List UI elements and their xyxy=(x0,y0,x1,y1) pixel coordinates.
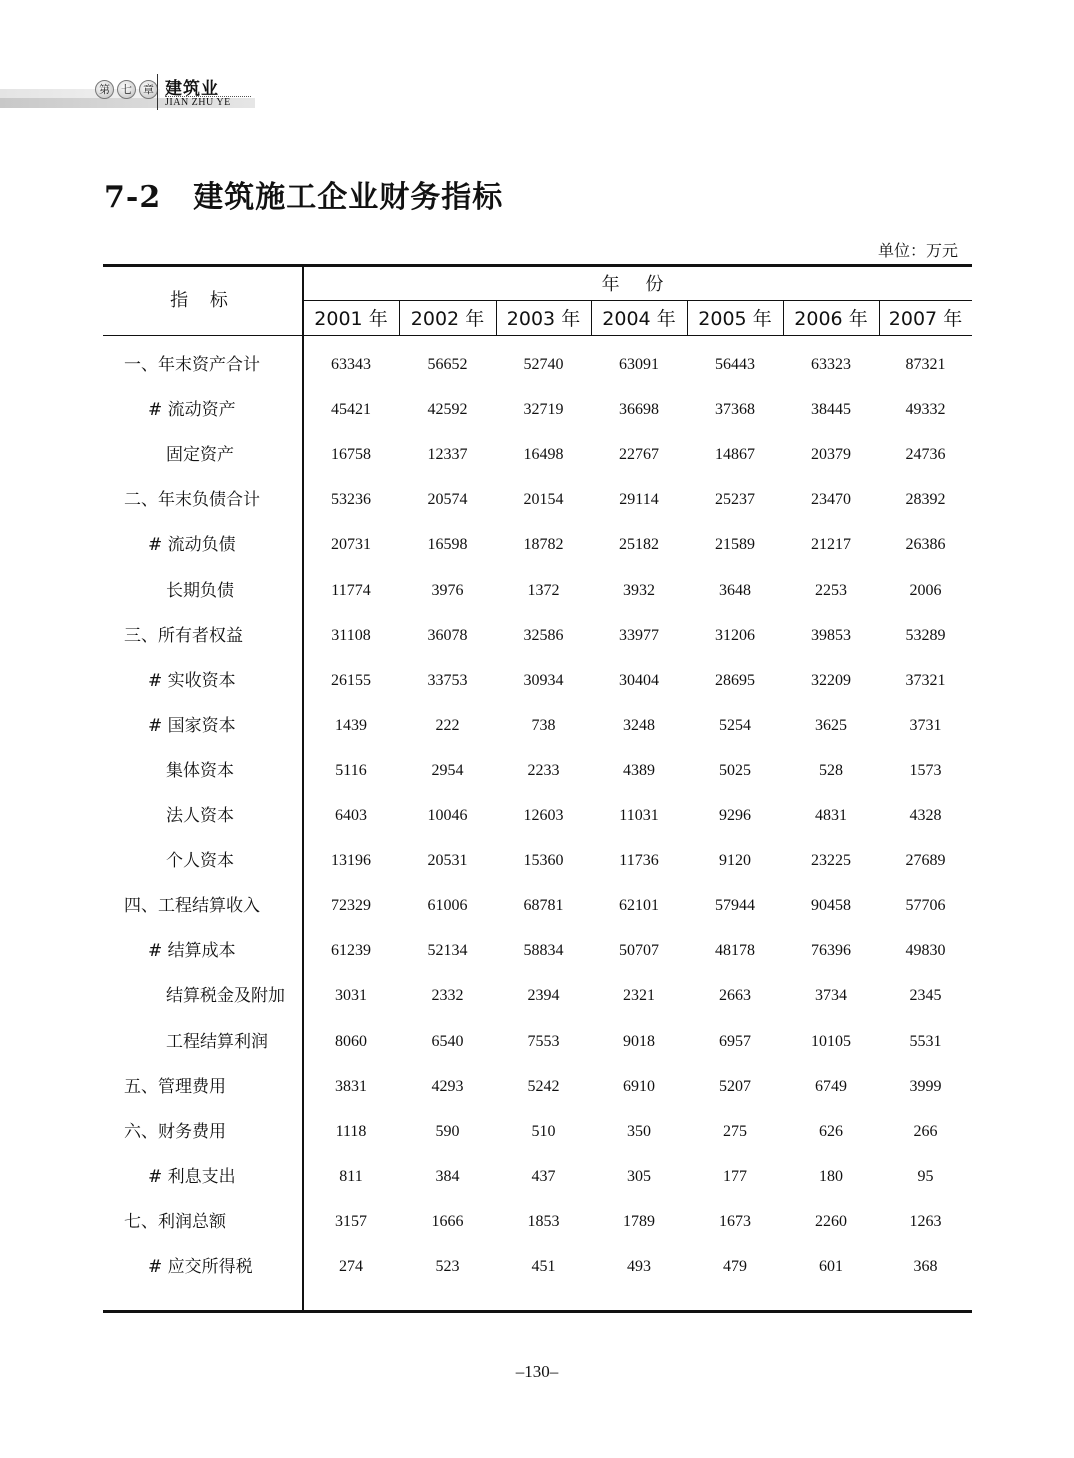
table-cell: 15360 xyxy=(523,852,564,869)
table-cell: 6957 xyxy=(719,1033,751,1050)
header-divider xyxy=(157,74,158,110)
table-cell: 31108 xyxy=(331,627,371,644)
table-cell: 9296 xyxy=(719,807,751,824)
page-title xyxy=(104,172,503,216)
table-cell: 32586 xyxy=(523,627,564,644)
table-cell: 24736 xyxy=(905,446,946,463)
table-cell: 8060 xyxy=(335,1033,367,1050)
table-cell: 11031 xyxy=(619,807,659,824)
table-cell: 63323 xyxy=(811,356,851,373)
table-cell: 10105 xyxy=(811,1033,851,1050)
table-cell: 180 xyxy=(819,1168,843,1185)
table-row xyxy=(103,576,972,606)
year-header-cell: 2005 年 xyxy=(698,308,772,330)
table-top-rule xyxy=(103,264,972,267)
table-cell: 25237 xyxy=(715,491,755,508)
table-cell: 14867 xyxy=(715,446,755,463)
table-cell: 493 xyxy=(627,1258,651,1275)
chapter-header xyxy=(0,70,1074,110)
table-cell: 2321 xyxy=(623,987,655,1004)
table-cell: 9018 xyxy=(623,1033,655,1050)
table-cell: 523 xyxy=(435,1258,460,1275)
table-cell: 1853 xyxy=(527,1213,560,1230)
table-row xyxy=(103,440,972,470)
table-cell: 61006 xyxy=(427,897,468,914)
table-cell: 6540 xyxy=(431,1033,464,1050)
table-cell: 58834 xyxy=(523,942,564,959)
table-cell: 52740 xyxy=(523,356,564,373)
table-cell: 1573 xyxy=(909,762,942,779)
row-label: 五、管理费用 xyxy=(124,1077,226,1097)
row-label: 一、年末资产合计 xyxy=(124,355,260,375)
table-cell: 31206 xyxy=(715,627,755,644)
table-cell: 2233 xyxy=(527,762,560,779)
year-header-cell: 2004 年 xyxy=(602,308,676,330)
table-cell: 5207 xyxy=(719,1078,751,1095)
unit-label: 单位：万元 xyxy=(877,241,958,260)
indicator-header: 指 标 xyxy=(170,290,236,311)
table-cell: 16498 xyxy=(523,446,564,463)
table-cell: 4831 xyxy=(815,807,847,824)
table-cell: 76396 xyxy=(811,942,851,959)
table-cell: 3648 xyxy=(719,582,751,599)
table-cell: 37321 xyxy=(905,672,946,689)
table-bottom-rule xyxy=(103,1310,972,1313)
table-cell: 21217 xyxy=(811,536,851,553)
table-cell: 53236 xyxy=(331,491,371,508)
table-cell: 26386 xyxy=(905,536,946,553)
chapter-subtitle: JIAN ZHU YE xyxy=(165,97,231,108)
row-label: 个人资本 xyxy=(166,851,234,871)
table-cell: 350 xyxy=(627,1123,651,1140)
table-cell: 63343 xyxy=(331,356,371,373)
row-label: 二、年末负债合计 xyxy=(124,490,260,510)
table-cell: 2006 xyxy=(909,582,942,599)
table-row xyxy=(103,530,972,560)
table-cell: 42592 xyxy=(427,401,468,418)
table-cell: 384 xyxy=(435,1168,460,1185)
table-cell: 87321 xyxy=(905,356,946,373)
table-cell: 52134 xyxy=(427,942,468,959)
table-cell: 72329 xyxy=(331,897,371,914)
table-cell: 61239 xyxy=(331,942,371,959)
row-label: # 流动资产 xyxy=(148,400,236,420)
chapter-char: 七 xyxy=(117,80,136,99)
table-cell: 45421 xyxy=(331,401,371,418)
table-cell: 2260 xyxy=(815,1213,847,1230)
table-cell: 5116 xyxy=(335,762,367,779)
table-cell: 16758 xyxy=(331,446,371,463)
table-row xyxy=(103,666,972,696)
table-cell: 20574 xyxy=(427,491,468,508)
table-cell: 18782 xyxy=(523,536,564,553)
year-group-header: 年 份 xyxy=(601,274,674,295)
table-row xyxy=(103,1162,972,1192)
table-cell: 2954 xyxy=(431,762,464,779)
table-cell: 479 xyxy=(723,1258,747,1275)
table-cell: 4293 xyxy=(431,1078,464,1095)
chapter-char: 章 xyxy=(139,80,158,99)
table-number: 7-2 xyxy=(104,180,162,215)
table-cell: 3999 xyxy=(909,1078,942,1095)
table-cell: 32209 xyxy=(811,672,851,689)
row-label: # 结算成本 xyxy=(148,941,236,961)
chapter-badge xyxy=(95,76,158,102)
table-cell: 305 xyxy=(627,1168,651,1185)
table-cell: 368 xyxy=(913,1258,938,1275)
table-cell: 451 xyxy=(531,1258,556,1275)
table-cell: 12337 xyxy=(427,446,468,463)
table-cell: 50707 xyxy=(619,942,659,959)
table-cell: 62101 xyxy=(619,897,659,914)
row-label: 工程结算利润 xyxy=(166,1032,268,1052)
table-cell: 37368 xyxy=(715,401,755,418)
table-cell: 3976 xyxy=(431,582,464,599)
table-row xyxy=(103,1207,972,1237)
table-title: 建筑施工企业财务指标 xyxy=(193,180,504,215)
table-cell: 32719 xyxy=(523,401,564,418)
table-row xyxy=(103,1117,972,1147)
table-cell: 3831 xyxy=(335,1078,367,1095)
table-cell: 738 xyxy=(531,717,556,734)
table-cell: 3031 xyxy=(335,987,367,1004)
table-cell: 9120 xyxy=(719,852,751,869)
table-cell: 11774 xyxy=(331,582,371,599)
table-cell: 20531 xyxy=(427,852,468,869)
table-cell: 30934 xyxy=(523,672,564,689)
table-row xyxy=(103,395,972,425)
table-cell: 57706 xyxy=(905,897,946,914)
table-cell: 30404 xyxy=(619,672,659,689)
table-row xyxy=(103,1252,972,1282)
table-cell: 3157 xyxy=(335,1213,367,1230)
table-cell: 28392 xyxy=(905,491,946,508)
row-label: 结算税金及附加 xyxy=(166,986,285,1006)
table-row xyxy=(103,485,972,515)
table-cell: 48178 xyxy=(715,942,755,959)
table-cell: 6749 xyxy=(815,1078,847,1095)
table-cell: 20154 xyxy=(523,491,564,508)
row-label: # 利息支出 xyxy=(148,1167,236,1187)
table-cell: 23225 xyxy=(811,852,851,869)
table-cell: 5531 xyxy=(909,1033,942,1050)
table-cell: 3248 xyxy=(623,717,655,734)
table-cell: 36698 xyxy=(619,401,659,418)
table-cell: 57944 xyxy=(715,897,755,914)
table-cell: 28695 xyxy=(715,672,755,689)
table-cell: 5242 xyxy=(527,1078,560,1095)
table-cell: 437 xyxy=(531,1168,556,1185)
table-cell: 36078 xyxy=(427,627,468,644)
table-cell: 13196 xyxy=(331,852,371,869)
year-header-cell: 2007 年 xyxy=(888,308,963,330)
year-header-rule xyxy=(303,300,972,301)
table-cell: 63091 xyxy=(619,356,659,373)
row-label: # 国家资本 xyxy=(148,716,236,736)
table-cell: 22767 xyxy=(619,446,659,463)
table-cell: 2332 xyxy=(431,987,464,1004)
table-cell: 275 xyxy=(723,1123,747,1140)
table-cell: 38445 xyxy=(811,401,851,418)
table-cell: 6403 xyxy=(335,807,367,824)
table-cell: 56652 xyxy=(427,356,468,373)
table-row xyxy=(103,801,972,831)
table-cell: 266 xyxy=(913,1123,938,1140)
table-cell: 3734 xyxy=(815,987,847,1004)
table-cell: 39853 xyxy=(811,627,851,644)
page-number: –130– xyxy=(515,1362,559,1381)
table-row xyxy=(103,621,972,651)
table-cell: 274 xyxy=(339,1258,363,1275)
table-cell: 3731 xyxy=(909,717,942,734)
table-cell: 4389 xyxy=(623,762,655,779)
table-cell: 177 xyxy=(723,1168,747,1185)
table-cell: 10046 xyxy=(427,807,468,824)
table-cell: 90458 xyxy=(811,897,851,914)
table-cell: 68781 xyxy=(523,897,564,914)
table-cell: 3932 xyxy=(623,582,655,599)
table-cell: 7553 xyxy=(527,1033,560,1050)
row-label: # 流动负债 xyxy=(148,535,236,555)
row-label: 三、所有者权益 xyxy=(124,626,243,646)
table-cell: 49332 xyxy=(905,401,946,418)
table-cell: 590 xyxy=(435,1123,460,1140)
table-cell: 12603 xyxy=(523,807,564,824)
table-cell: 1666 xyxy=(431,1213,464,1230)
table-row xyxy=(103,711,972,741)
table-cell: 20731 xyxy=(331,536,371,553)
table-cell: 6910 xyxy=(623,1078,655,1095)
table-cell: 510 xyxy=(531,1123,556,1140)
table-cell: 1439 xyxy=(335,717,367,734)
table-cell: 21589 xyxy=(715,536,755,553)
table-cell: 11736 xyxy=(619,852,659,869)
table-cell: 26155 xyxy=(331,672,371,689)
table-row xyxy=(103,1072,972,1102)
table-cell: 33977 xyxy=(619,627,659,644)
table-cell: 95 xyxy=(917,1168,934,1185)
table-row xyxy=(103,350,972,380)
table-row xyxy=(103,891,972,921)
table-row xyxy=(103,756,972,786)
table-cell: 53289 xyxy=(905,627,946,644)
row-label: 固定资产 xyxy=(166,445,234,465)
table-cell: 1789 xyxy=(623,1213,655,1230)
table-cell: 601 xyxy=(819,1258,843,1275)
table-cell: 3625 xyxy=(815,717,847,734)
table-cell: 626 xyxy=(819,1123,843,1140)
table-cell: 25182 xyxy=(619,536,659,553)
table-cell: 1118 xyxy=(335,1123,367,1140)
table-cell: 811 xyxy=(339,1168,363,1185)
table-cell: 1263 xyxy=(909,1213,942,1230)
table-cell: 20379 xyxy=(811,446,851,463)
table-cell: 2394 xyxy=(527,987,560,1004)
row-label: 法人资本 xyxy=(166,806,234,826)
table-cell: 33753 xyxy=(427,672,468,689)
table-header-rule xyxy=(103,335,972,336)
table-cell: 23470 xyxy=(811,491,851,508)
table-cell: 27689 xyxy=(905,852,946,869)
year-header-cell: 2003 年 xyxy=(506,308,581,330)
year-header-cell: 2002 年 xyxy=(410,308,485,330)
table-cell: 56443 xyxy=(715,356,755,373)
table-cell: 222 xyxy=(435,717,460,734)
chapter-title: 建筑业 xyxy=(165,79,219,99)
chapter-char: 第 xyxy=(95,80,114,99)
table-cell: 49830 xyxy=(905,942,946,959)
table-row xyxy=(103,936,972,966)
table-cell: 16598 xyxy=(427,536,468,553)
row-label: 六、财务费用 xyxy=(124,1122,226,1142)
table-cell: 5254 xyxy=(719,717,751,734)
table-row xyxy=(103,1027,972,1057)
table-cell: 1673 xyxy=(719,1213,751,1230)
table-cell: 29114 xyxy=(619,491,659,508)
table-cell: 528 xyxy=(819,762,843,779)
table-row xyxy=(103,981,972,1011)
table-cell: 5025 xyxy=(719,762,751,779)
table-cell: 2345 xyxy=(909,987,942,1004)
row-label: 长期负债 xyxy=(166,581,234,601)
table-cell: 1372 xyxy=(527,582,560,599)
table-cell: 2663 xyxy=(719,987,751,1004)
row-label: 四、工程结算收入 xyxy=(124,896,260,916)
table-cell: 4328 xyxy=(909,807,942,824)
row-label: # 实收资本 xyxy=(148,671,236,691)
table-row xyxy=(103,846,972,876)
row-label: # 应交所得税 xyxy=(148,1257,253,1277)
year-header-cell: 2001 年 xyxy=(314,308,388,330)
year-header-cell: 2006 年 xyxy=(794,308,868,330)
table-cell: 2253 xyxy=(815,582,847,599)
row-label: 七、利润总额 xyxy=(124,1212,226,1232)
row-label: 集体资本 xyxy=(166,761,234,781)
